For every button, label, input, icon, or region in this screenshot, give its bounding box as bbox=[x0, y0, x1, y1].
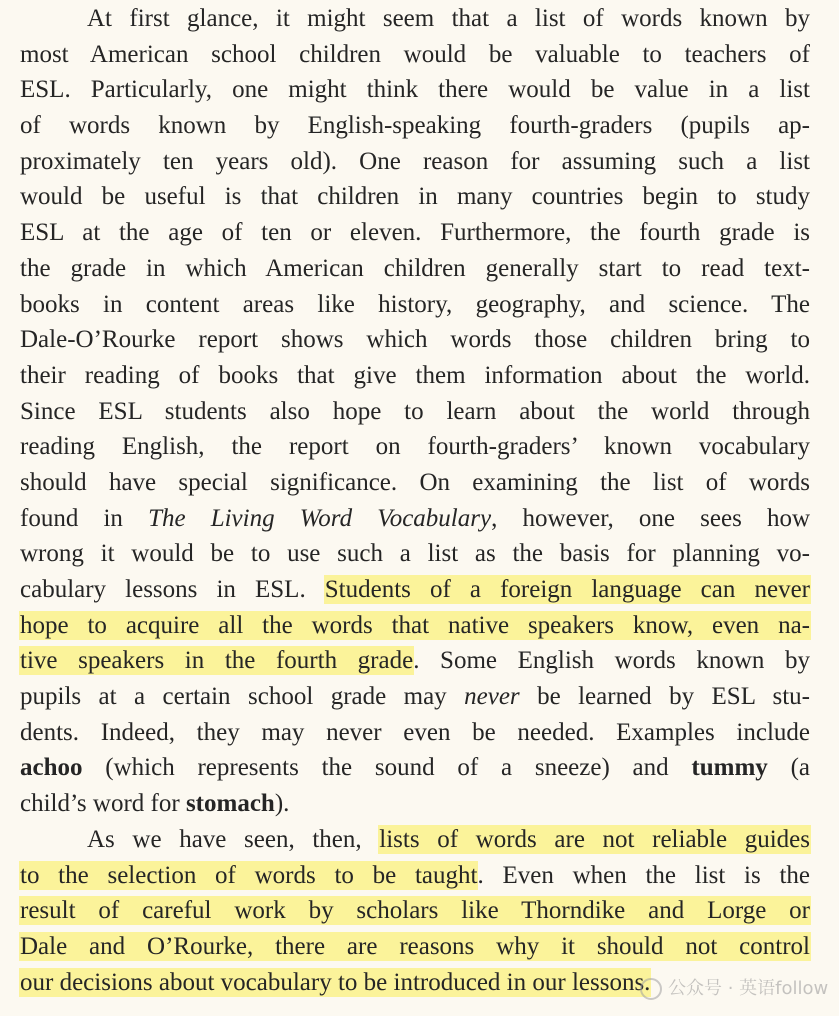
highlighted-text: to the selection of words to be taught bbox=[20, 861, 478, 889]
text-line bbox=[20, 608, 810, 644]
wechat-icon bbox=[640, 978, 662, 1000]
highlighted-text: our decisions about vocabulary to be introduced in our lessons. bbox=[20, 968, 651, 996]
example-word: stomach bbox=[185, 790, 275, 818]
highlighted-text: hope to acquire all the words that native speakers know, even na- bbox=[20, 611, 810, 639]
text-line: should have special significance. On examining the list of words bbox=[20, 468, 810, 496]
text-line: would be useful is that children in many countries begin to study bbox=[20, 183, 810, 211]
emphasis-text: never bbox=[464, 683, 520, 711]
text-line: Dale-O’Rourke report shows which words those children bring to bbox=[20, 326, 810, 354]
text-line: ESL at the age of ten or eleven. Furthermore, the fourth grade is bbox=[20, 219, 810, 247]
highlighted-text: Students of a foreign language can never bbox=[324, 576, 810, 603]
text-line: their reading of books that give them information about the world. bbox=[20, 361, 810, 389]
watermark bbox=[640, 974, 828, 1000]
highlighted-text: Dale and O’Rourke, there are reasons why it should not control bbox=[20, 932, 810, 960]
text-line: As we have seen, then, lists of words are not reliable guides bbox=[87, 825, 810, 853]
text-line: At first glance, it might seem that a list of words known by bbox=[87, 5, 810, 32]
watermark-text: 公众号 · 英语follow bbox=[668, 978, 829, 999]
text-line bbox=[20, 929, 810, 965]
text-line: books in content areas like history, geography, and science. The bbox=[20, 290, 810, 318]
highlighted-text: lists of words are not reliable guides bbox=[379, 825, 810, 853]
highlighted-text: tive speakers in the fourth grade bbox=[20, 647, 414, 675]
text-line: proximately ten years old). One reason for assuming such a list bbox=[20, 147, 810, 175]
text-line: dents. Indeed, they may never even be needed. Examples include bbox=[20, 718, 810, 746]
text-line: tive speakers in the fourth grade. Some English words known by bbox=[20, 647, 810, 675]
example-word: achoo bbox=[20, 754, 83, 782]
text-line: ESL. Particularly, one might think there would be value in a list bbox=[20, 76, 810, 104]
book-title: The Living Word Vocabulary bbox=[148, 504, 492, 532]
text-line: achoo (which represents the sound of a sneeze) and tummy (a bbox=[20, 754, 811, 782]
text-line: wrong it would be to use such a list as the basis for planning vo- bbox=[20, 540, 810, 568]
text-line: to the selection of words to be taught. Even when the list is the bbox=[20, 861, 811, 889]
text-line: reading English, the report on fourth-graders’ known vocabulary bbox=[20, 433, 810, 461]
text-line bbox=[20, 893, 810, 929]
body-text bbox=[20, 1, 810, 1000]
text-line: Since ESL students also hope to learn about the world through bbox=[20, 397, 810, 425]
text-line: of words known by English-speaking fourth-graders (pupils ap- bbox=[20, 112, 810, 140]
text-line: cabulary lessons in ESL. Students of a foreign language can never bbox=[20, 576, 810, 603]
highlighted-text: result of careful work by scholars like Thorndike and Lorge or bbox=[20, 897, 810, 925]
text-line: child’s word for stomach). bbox=[20, 790, 290, 818]
text-line: most American school children would be valuable to teachers of bbox=[20, 40, 810, 68]
text-line: the grade in which American children generally start to read text- bbox=[20, 254, 810, 282]
text-line: pupils at a certain school grade may never be learned by ESL stu- bbox=[20, 683, 810, 711]
example-word: tummy bbox=[691, 754, 768, 782]
text-line: found in The Living Word Vocabulary, however, one sees how bbox=[20, 504, 811, 532]
